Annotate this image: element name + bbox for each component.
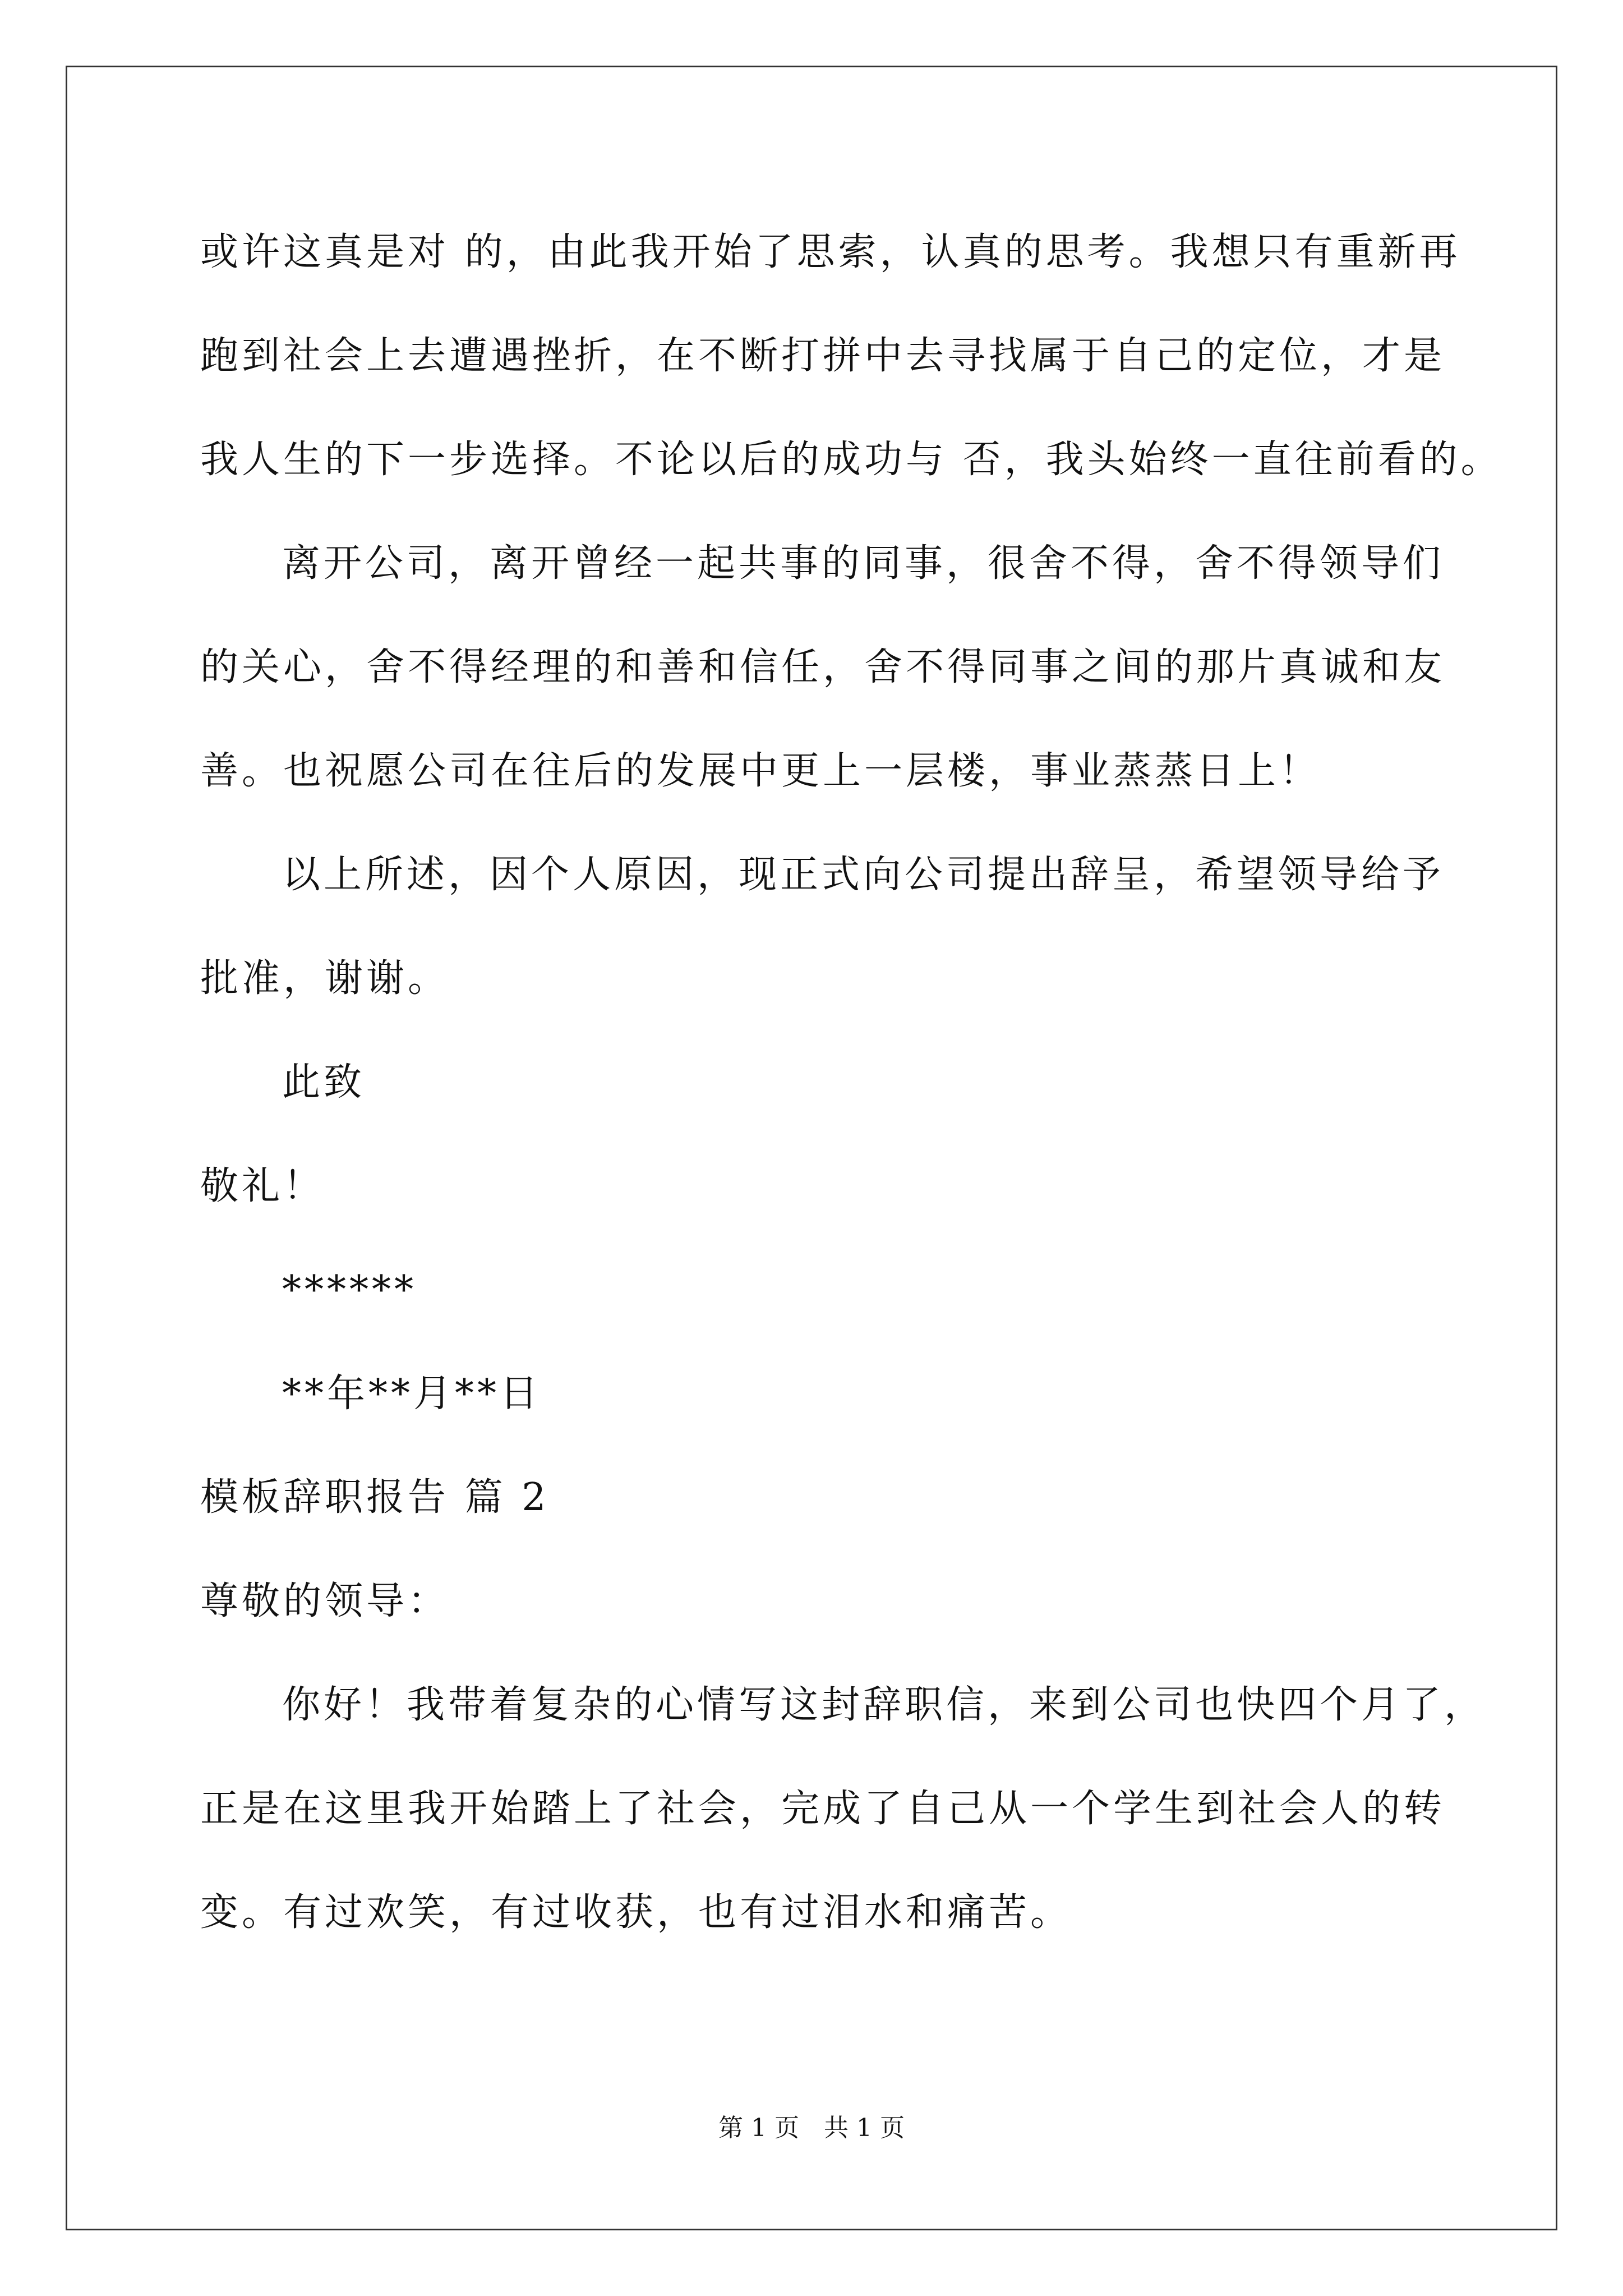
signature-name: ****** bbox=[282, 1268, 417, 1312]
text-line: 跑到社会上去遭遇挫折，在不断打拼中去寻找属于自己的定位，才是 bbox=[200, 334, 1446, 378]
letter-greeting: 尊敬的领导： bbox=[200, 1579, 450, 1623]
signature-date: **年**月**日 bbox=[282, 1372, 542, 1416]
paragraph-start: 你好！我带着复杂的心情写这封辞职信，来到公司也快四个月了， bbox=[282, 1683, 1486, 1727]
paragraph-start: 以上所述，因个人原因，现正式向公司提出辞呈，希望领导给予 bbox=[282, 853, 1445, 897]
text-line: 变。有过欢笑，有过收获，也有过泪水和痛苦。 bbox=[200, 1890, 1072, 1935]
text-line: 我人生的下一步选择。不论以后的成功与 否，我头始终一直往前看的。 bbox=[200, 438, 1502, 482]
text-line: 正是在这里我开始踏上了社会，完成了自己从一个学生到社会人的转 bbox=[200, 1787, 1446, 1831]
salutation-closing: 敬礼！ bbox=[200, 1164, 325, 1208]
section-heading: 模板辞职报告 篇 2 bbox=[200, 1475, 550, 1520]
text-line: 善。也祝愿公司在往后的发展中更上一层楼，事业蒸蒸日上！ bbox=[200, 749, 1321, 793]
text-line: 批准，谢谢。 bbox=[200, 956, 450, 1001]
paragraph-start: 离开公司，离开曾经一起共事的同事，很舍不得，舍不得领导们 bbox=[282, 541, 1445, 586]
text-line: 或许这真是对 的，由此我开始了思索，认真的思考。我想只有重新再 bbox=[200, 230, 1461, 274]
text-line: 的关心，舍不得经理的和善和信任，舍不得同事之间的那片真诚和友 bbox=[200, 645, 1446, 689]
closing-phrase: 此致 bbox=[282, 1060, 366, 1105]
page-footer: 第 1 页 共 1 页 bbox=[718, 2114, 905, 2142]
